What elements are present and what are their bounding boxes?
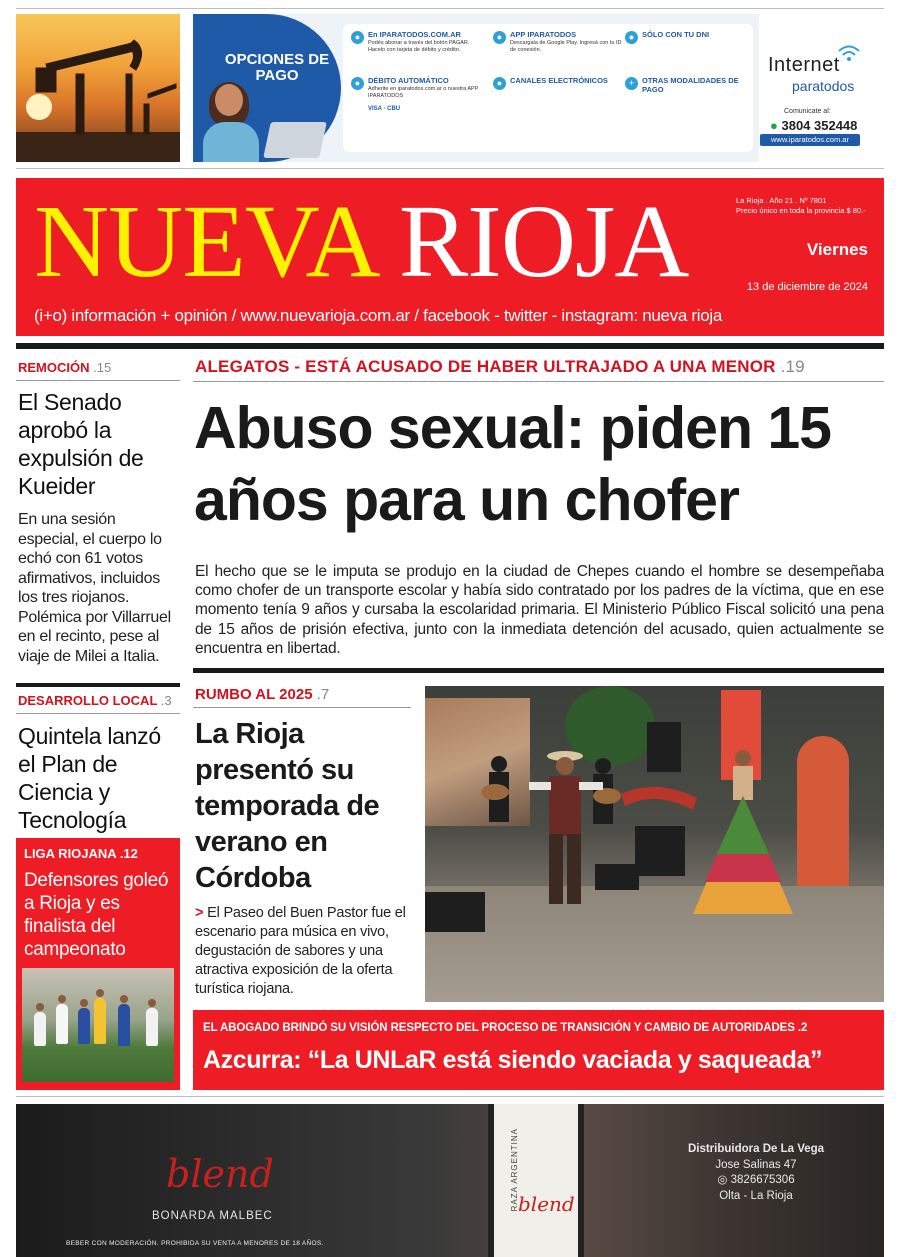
player-figure: [78, 1008, 90, 1044]
page-ref: .7: [316, 686, 330, 703]
kicker-label: DESARROLLO LOCAL: [18, 693, 158, 708]
wine-ad[interactable]: [16, 1104, 884, 1257]
oil-pump-icon: [16, 14, 180, 162]
laptop-icon: [263, 122, 327, 158]
divider: [16, 380, 180, 381]
wine-warning: BEBER CON MODERACIÓN. PROHIBIDA SU VENTA A MENORES DE 18 AÑOS.: [66, 1240, 324, 1247]
payment-option-desc: Podés abonar a través del botón PAGAR. Hacelo con tarjeta de débito y crédito.: [368, 40, 470, 53]
distributor-phone: [656, 1173, 856, 1189]
payment-option-title: En IPARATODOS.COM.AR: [368, 30, 461, 39]
distributor-phone-number: 3826675306: [730, 1174, 795, 1186]
arrow-marker: >: [195, 905, 204, 921]
card-icon: ●: [351, 77, 364, 90]
kicker-label: RUMBO AL 2025: [195, 686, 313, 703]
payment-option-desc: Adherite en iparatodos.com.ar o nuestra APP IPARATODOS: [368, 86, 479, 99]
sidebar-story1-kicker: [18, 360, 111, 375]
second-kicker: [195, 686, 329, 703]
globe-icon: ●: [351, 31, 364, 44]
player-figure: [118, 1004, 130, 1046]
wine-bottle-label: [488, 1104, 584, 1257]
newspaper-title[interactable]: [34, 182, 689, 302]
distributor-address: Jose Salinas 47: [715, 1158, 797, 1171]
plus-icon: +: [625, 77, 638, 90]
second-headline[interactable]: La Rioja presentó su temporada de verano en Córdoba: [195, 718, 380, 894]
face-shape: [215, 84, 243, 116]
top-divider-2: [16, 168, 884, 169]
player-figure: [56, 1004, 68, 1044]
masthead-tagline: (i+o) información + opinión / www.nuevarioja.com.ar / facebook - twitter - instagram: nueva rioja: [34, 306, 723, 325]
sidebar-story2-headline[interactable]: Quintela lanzó el Plan de Ciencia y Tecnología: [18, 723, 161, 833]
player-figure: [34, 1012, 46, 1046]
payment-option-title: DÉBITO AUTOMÁTICO: [368, 76, 449, 85]
payment-options-panel: [343, 24, 753, 152]
page-ref: .19: [780, 357, 805, 376]
sidebar-story1-body: En una sesión especial, el cuerpo lo echó con 61 votos afirmativos, incluidos los tres riojanos. Polémica por Villarruel en el recinto, pese al viaje de Milei a Italia.: [18, 511, 171, 665]
oil-pump-ad[interactable]: [16, 14, 180, 162]
lead-body: El hecho que se le imputa se produjo en la ciudad de Chepes cuando el hombre se desempeñaba como chofer de un transporte escolar y había sido contratado por los padres de la víctima, que en ese momento tenía 9 años y cursaba la escolaridad primaria. El Ministerio Público Fiscal solicitó una pena de 15 años de prisión efectiva, junto con la inmediata detención del acusado, quien actualmente se encuentra en libertad.: [195, 563, 884, 657]
divider: [193, 707, 411, 708]
payment-option-title: CANALES ELECTRÓNICOS: [510, 76, 608, 85]
bottom-story-strip[interactable]: [193, 1010, 884, 1090]
football-photo: [22, 968, 174, 1082]
title-part-rioja: RIOJA: [398, 184, 689, 299]
internet-phone: [770, 118, 857, 133]
bottle-logo: blend: [518, 1192, 575, 1216]
internet-paratodos-ad[interactable]: [764, 40, 884, 150]
bottom-kicker: EL ABOGADO BRINDÓ SU VISIÓN RESPECTO DEL PROCESO DE TRANSICIÓN Y CAMBIO DE AUTORIDADES .2: [203, 1022, 808, 1034]
sidebar-story3-kicker: LIGA RIOJANA .12: [24, 846, 138, 861]
distributor-info: [656, 1142, 856, 1204]
phone-icon: ●: [493, 31, 506, 44]
divider-thick: [16, 683, 180, 687]
player-figure: [94, 998, 106, 1044]
page-ref: .15: [93, 360, 112, 375]
electronic-icon: ●: [493, 77, 506, 90]
payment-option-desc: Descargala de Google Play. Ingresá con tu ID de conexión.: [510, 40, 622, 53]
folk-dance-photo[interactable]: [425, 686, 884, 1002]
divider: [16, 713, 180, 714]
sidebar-story1-headline[interactable]: El Senado aprobó la expulsión de Kueider: [18, 389, 144, 499]
title-part-nueva: NUEVA: [34, 184, 374, 299]
issue-day: Viernes: [806, 240, 868, 259]
payment-option-title: APP IPARATODOS: [510, 30, 577, 39]
issue-date: 13 de diciembre de 2024: [746, 281, 868, 293]
whatsapp-icon: ●: [770, 118, 778, 133]
dancers-illustration: [425, 686, 884, 1002]
second-body-text: El Paseo del Buen Pastor fue el escenario para música en vivo, degustación de sabores y una atractiva exposición de la oferta turística riojana.: [195, 905, 406, 997]
instagram-icon: ◎: [717, 1174, 728, 1186]
internet-brand-top: Internet: [768, 54, 840, 76]
payment-option-title: OTRAS MODALIDADES DE PAGO: [642, 76, 739, 94]
payment-ad-title: OPCIONES DE PAGO: [224, 51, 330, 84]
issue-price: Precio único en toda la provincia $ 80.-: [736, 206, 866, 215]
player-figure: [146, 1008, 158, 1046]
second-body: [195, 904, 417, 999]
sidebar-story2-kicker: [18, 693, 172, 708]
issue-number: La Rioja . Año 21 . Nº 7801: [736, 196, 827, 205]
kicker-label: REMOCIÓN: [18, 360, 90, 375]
distributor-name: Distribuidora De La Vega: [687, 1143, 825, 1155]
bottom-divider: [16, 1096, 884, 1097]
lead-headline[interactable]: Abuso sexual: piden 15 años para un chofer: [194, 395, 831, 533]
shirt-shape: [203, 122, 259, 162]
internet-website[interactable]: www.iparatodos.com.ar: [760, 134, 860, 146]
page-ref: .3: [160, 693, 172, 708]
payment-option-title: SÓLO CON TU DNI: [642, 30, 710, 39]
wifi-icon: [836, 40, 862, 66]
sidebar-story3-headline[interactable]: Defensores goleó a Rioja y es finalista del campeonato: [24, 870, 169, 960]
sidebar-story3-box[interactable]: [16, 838, 180, 1090]
internet-contact-label: Comunicate al:: [784, 108, 831, 115]
distributor-city: Olta - La Rioja: [719, 1189, 793, 1202]
bottom-headline[interactable]: Azcurra: “La UNLaR está siendo vaciada y saqueada”: [203, 1046, 823, 1074]
masthead: [16, 178, 884, 336]
internet-brand-bottom: paratodos: [792, 78, 855, 94]
divider: [193, 381, 884, 382]
wine-brand-logo: blend: [166, 1152, 274, 1196]
wine-product: BONARDA MALBEC: [152, 1210, 273, 1222]
payment-options-ad[interactable]: [193, 14, 759, 162]
kicker-label: ALEGATOS - ESTÁ ACUSADO DE HABER ULTRAJADO A UNA MENOR: [195, 357, 776, 376]
card-logos: VISA · CBU: [368, 106, 401, 112]
top-divider: [16, 8, 884, 9]
issue-meta: [736, 196, 876, 216]
bottle-text: RAZA ARGENTINA: [510, 1128, 519, 1212]
woman-illustration: [199, 82, 259, 162]
masthead-rule: [16, 343, 884, 349]
id-card-icon: ●: [625, 31, 638, 44]
divider-thick: [193, 668, 884, 673]
lead-kicker: [195, 357, 805, 377]
internet-phone-number: 3804 352448: [781, 118, 858, 133]
